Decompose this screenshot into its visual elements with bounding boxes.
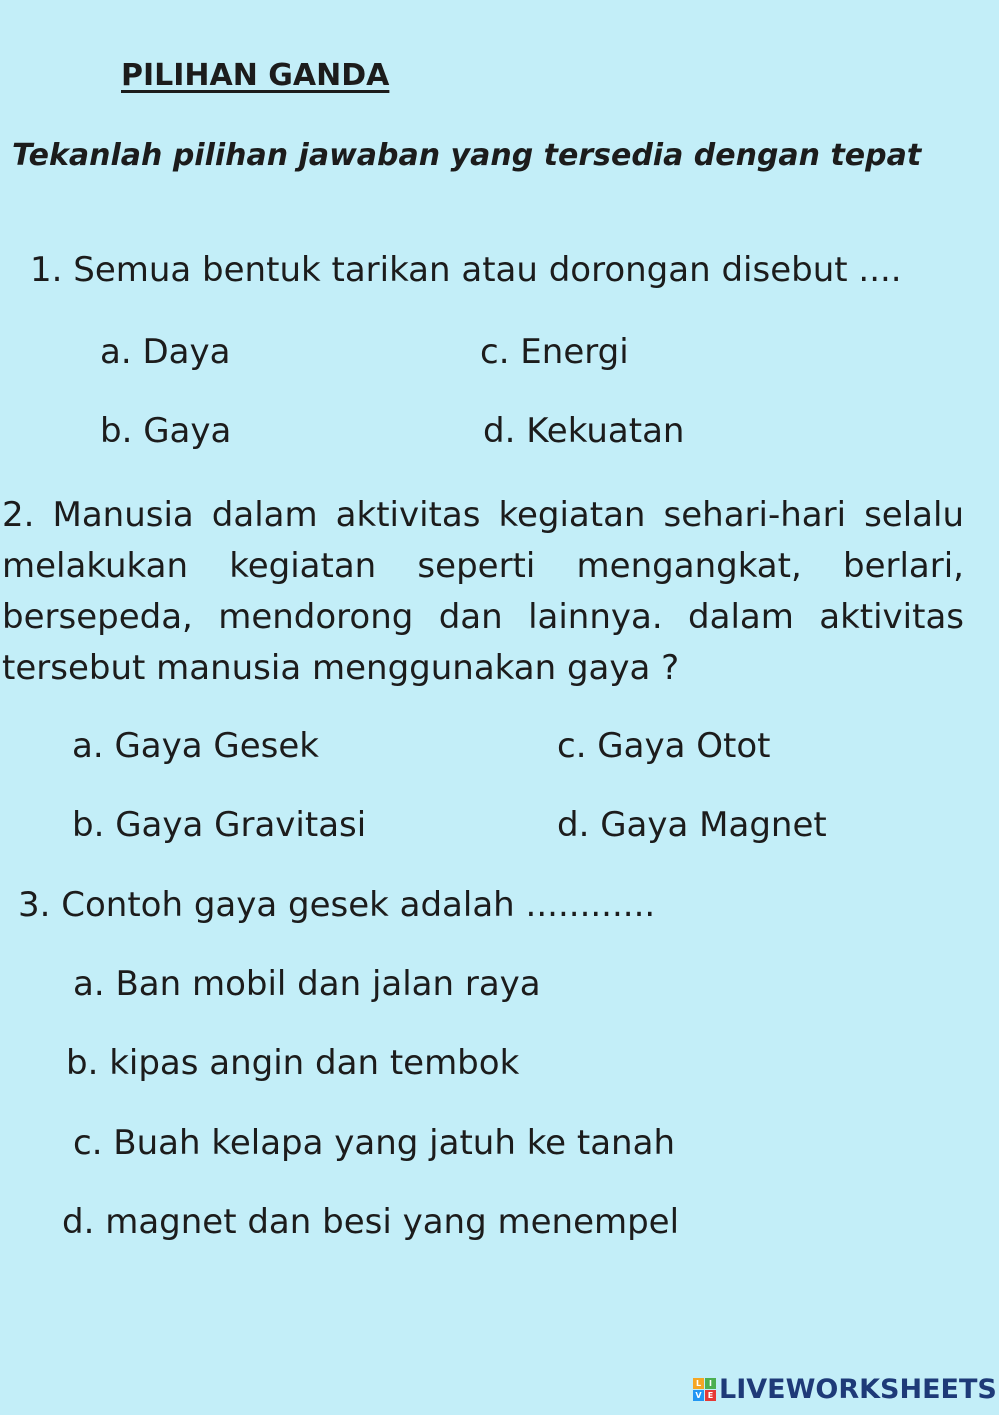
question-3-text: 3. Contoh gaya gesek adalah ............	[18, 885, 656, 925]
question-3-option-a[interactable]: a. Ban mobil dan jalan raya	[73, 964, 541, 1004]
question-2-text: 2. Manusia dalam aktivitas kegiatan sehari-hari selalu melakukan kegiatan seperti mengangkat, berlari, bersepeda, mendorong dan lainnya. dalam aktivitas tersebut manusia menggunakan gaya ?	[2, 495, 964, 688]
logo-grid-cell: E	[705, 1390, 716, 1401]
page-heading: PILIHAN GANDA	[121, 58, 390, 93]
question-2-option-c[interactable]: c. Gaya Otot	[557, 726, 771, 766]
question-2-option-d[interactable]: d. Gaya Magnet	[557, 805, 827, 845]
logo-grid-icon	[693, 1378, 716, 1401]
logo-grid-cell: V	[693, 1390, 704, 1401]
logo-text: LIVEWORKSHEETS	[719, 1374, 997, 1405]
question-1-option-c[interactable]: c. Energi	[480, 332, 629, 372]
question-1-text: 1. Semua bentuk tarikan atau dorongan disebut ....	[30, 250, 902, 290]
logo-grid-cell: I	[705, 1378, 716, 1389]
question-2-option-a[interactable]: a. Gaya Gesek	[72, 726, 319, 766]
logo-grid-cell: L	[693, 1378, 704, 1389]
question-1-option-d[interactable]: d. Kekuatan	[483, 411, 685, 451]
question-3-option-d[interactable]: d. magnet dan besi yang menempel	[62, 1202, 680, 1242]
instruction-text: Tekanlah pilihan jawaban yang tersedia dengan tepat	[12, 138, 922, 173]
question-1-option-a[interactable]: a. Daya	[100, 332, 231, 372]
question-3-option-b[interactable]: b. kipas angin dan tembok	[66, 1043, 520, 1083]
liveworksheets-logo	[693, 1374, 997, 1405]
question-1-option-b[interactable]: b. Gaya	[100, 411, 232, 451]
question-2-option-b[interactable]: b. Gaya Gravitasi	[72, 805, 367, 845]
question-3-option-c[interactable]: c. Buah kelapa yang jatuh ke tanah	[73, 1123, 675, 1163]
